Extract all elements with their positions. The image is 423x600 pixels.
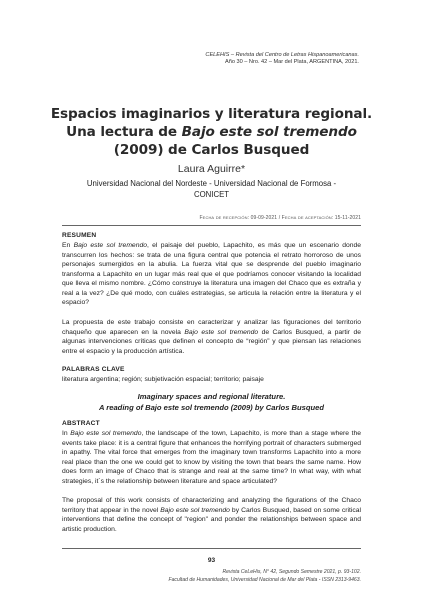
article-title bbox=[40, 105, 383, 159]
abstract-p1-start: In bbox=[62, 430, 71, 437]
keywords-heading: PALABRAS CLAVE bbox=[62, 366, 125, 373]
abstract-paragraph-2 bbox=[62, 496, 361, 534]
journal-header bbox=[205, 52, 359, 66]
title-line-3: (2009) de Carlos Busqued bbox=[113, 142, 310, 158]
title-line-2 bbox=[40, 123, 383, 141]
resumen-p1-novel: Bajo este sol tremendo bbox=[73, 242, 147, 249]
english-title-line-2: A reading of Bajo este sol tremendo (2009) by Carlos Busqued bbox=[98, 402, 325, 412]
abstract-p1-novel: Bajo este sol tremendo bbox=[70, 430, 142, 437]
footer-line-2: Facultad de Humanidades, Universidad Nacional de Mar del Plata - ISSN 2313-9463. bbox=[168, 576, 361, 583]
resumen-p2-start: La propuesta de este trabajo consiste en caracterizar y analizar las figuraciones del territorio chaqueño que aparecen en la novela bbox=[62, 319, 361, 336]
accepted-date: 15-11-2021 bbox=[334, 215, 361, 221]
resumen-p2-novel: Bajo este sol tremendo bbox=[184, 328, 259, 336]
resumen-paragraph-1 bbox=[62, 241, 361, 308]
title-line-2-pre: Una lectura de bbox=[66, 124, 182, 140]
footer-divider bbox=[62, 548, 361, 549]
submission-dates: Fecha de recepción: 09-09-2021 / Fecha de aceptación: 15-11-2021 bbox=[199, 215, 361, 221]
abstract-p2-novel: Bajo este sol tremendo bbox=[160, 506, 230, 514]
received-date: 09-09-2021 bbox=[250, 215, 278, 221]
top-divider bbox=[62, 225, 361, 226]
accepted-label: Fecha de aceptación: bbox=[281, 215, 334, 221]
abstract-paragraph-1 bbox=[62, 429, 361, 486]
abstract-p2-start: The proposal of this work consists of characterizing and analyzing the figurations of the Chaco territory that appear in the novel bbox=[62, 497, 361, 514]
journal-name: CELEHIS – Revista del Centro de Letras Hispanoamericanas. bbox=[205, 52, 359, 58]
resumen-p1-start: En bbox=[62, 242, 74, 249]
page-number: 93 bbox=[207, 557, 216, 564]
footer-line-1: Revista CeLeHis, N° 42, Segundo Semestre 2021, p. 93-102. bbox=[222, 569, 361, 575]
english-title bbox=[40, 392, 383, 413]
author-affiliation bbox=[60, 179, 363, 200]
resumen-heading: RESUMEN bbox=[62, 232, 97, 239]
affiliation-line-1: Universidad Nacional del Nordeste - Universidad Nacional de Formosa - bbox=[86, 179, 337, 188]
author-name: Laura Aguirre* bbox=[177, 163, 246, 175]
abstract-heading: ABSTRACT bbox=[62, 420, 100, 427]
resumen-p2-rest: de Carlos Busqued, a partir de algunas intervenciones críticas que definen el concepto de “región” y que piensan las relaciones entre el espacio y la producción artística. bbox=[62, 328, 361, 355]
abstract-p2-rest: by Carlos Busqued, based on some critical interventions that define the concept of "region" and ponder the relationships between space and artistic production. bbox=[62, 506, 361, 533]
title-line-1: Espacios imaginarios y literatura regional. bbox=[50, 106, 373, 122]
resumen-paragraph-2 bbox=[62, 318, 361, 356]
resumen-p1-rest: , el paisaje del pueblo, Lapachito, es más que un escenario donde transcurren los hechos: se trata de una figura central que potencia el retrato horroroso de unos personajes sumergidos en la abulia. La fuerza vital que se desprende del pueblo imaginario transforma a Lapachito en un lugar más real que el que podríamos conocer visitando la localidad que lleva el mismo nombre. ¿Cómo construye la literatura una imagen del Chaco que es extraña y real a la vez? ¿De qué modo, con cuáles estrategias, se articula la relación entre la literatura y el espacio? bbox=[62, 242, 361, 306]
affiliation-line-2: CONICET bbox=[193, 189, 230, 199]
keywords-text: literatura argentina; región; subjetivación espacial; territorio; paisaje bbox=[62, 376, 264, 383]
abstract-p1-rest: , the landscape of the town, Lapachito, is more than a stage where the events take place: it is a central figure that enhances the horrifying portrait of characters submerged in apathy. The vital force that emerges from the imaginary town transforms Lapachito into a more real place than the one we could get to know by visiting the town that bears the same name. How does form an image of Chaco that is strange and real at the same time? In what way, with what strategies, it´s the relationship between literature and space articulated? bbox=[62, 430, 361, 485]
journal-issue: Año 30 – Nro. 42 – Mar del Plata, ARGENTINA, 2021. bbox=[224, 59, 359, 65]
footer-citation bbox=[168, 569, 361, 584]
received-label: Fecha de recepción: bbox=[199, 215, 250, 221]
title-novel-name: Bajo este sol tremendo bbox=[181, 124, 357, 140]
english-title-line-1: Imaginary spaces and regional literature. bbox=[137, 392, 286, 401]
